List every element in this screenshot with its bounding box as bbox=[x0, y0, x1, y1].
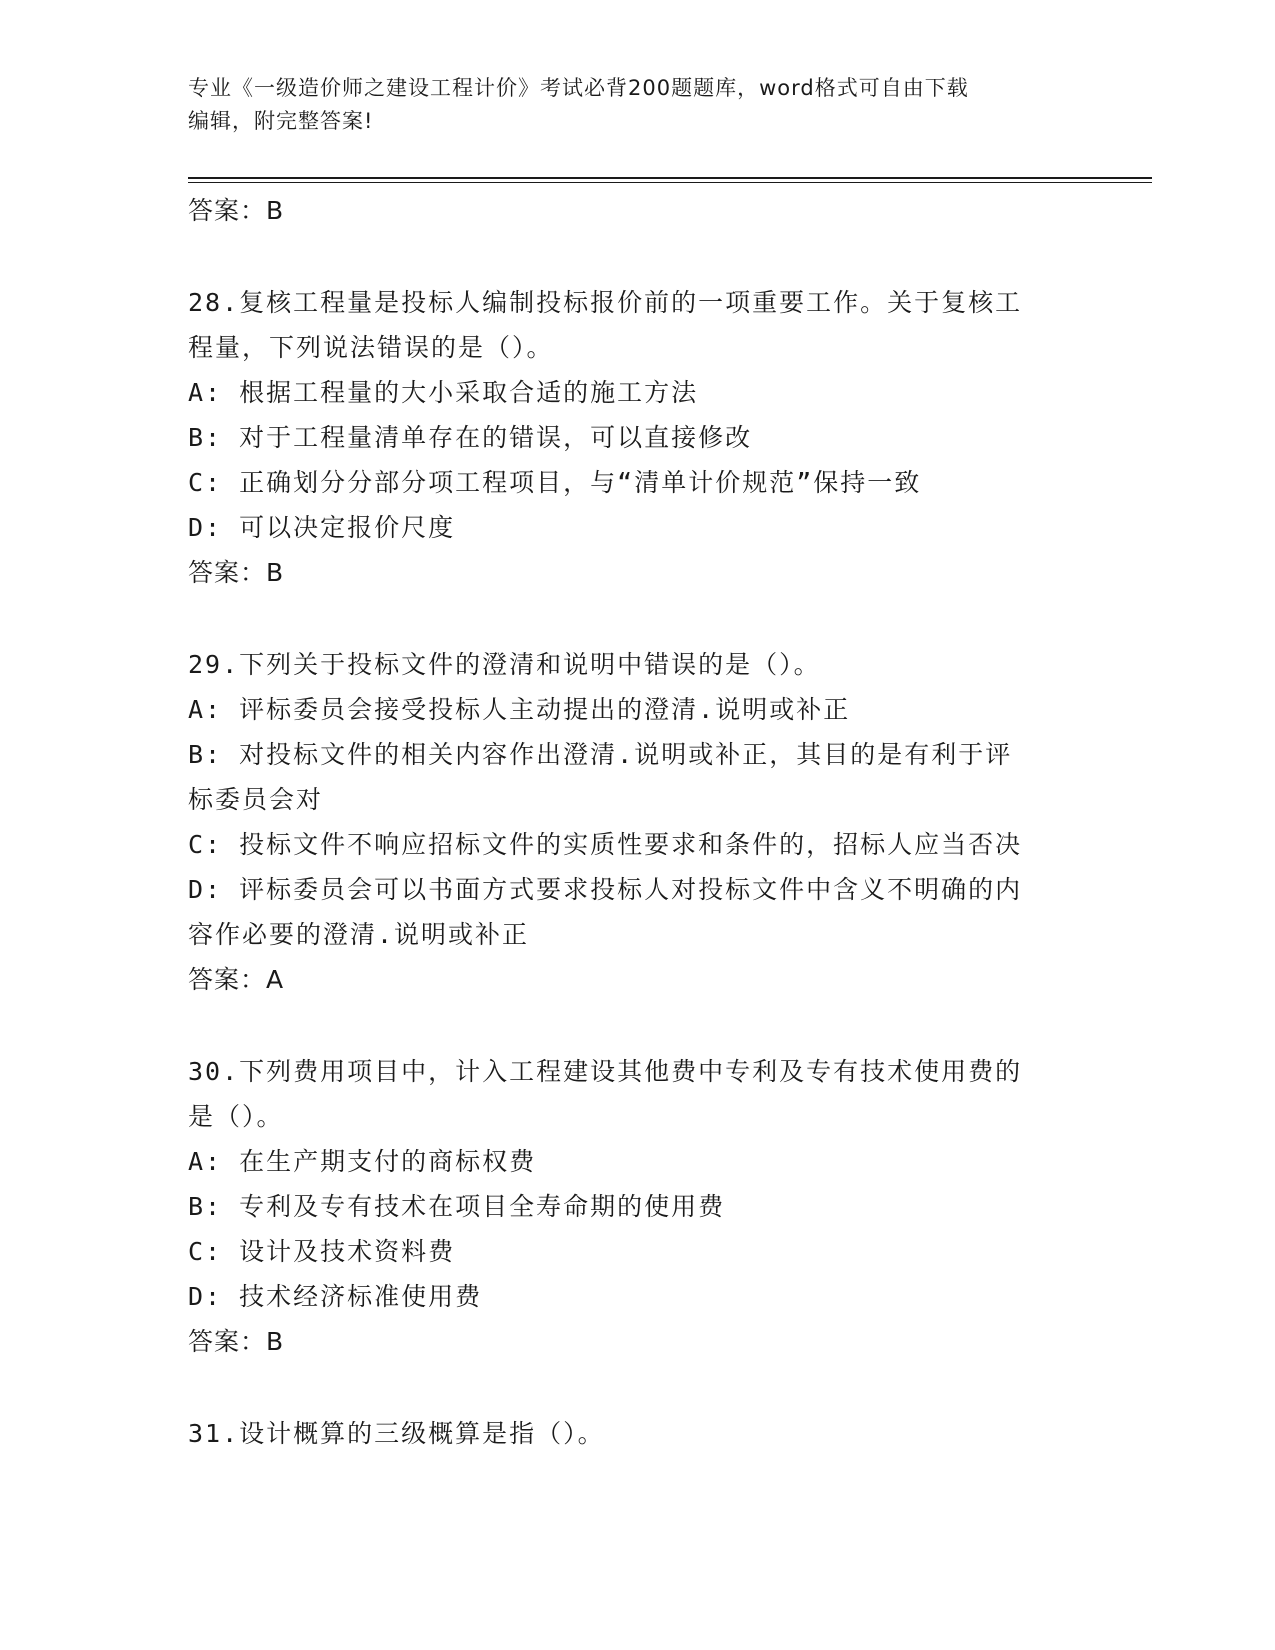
question-block bbox=[188, 280, 1088, 595]
question-text: 29.下列关于投标文件的澄清和说明中错误的是（）。 bbox=[188, 650, 821, 679]
option-c: C: 设计及技术资料费 bbox=[188, 1237, 456, 1266]
question-text: 是（）。 bbox=[188, 1102, 284, 1131]
header-divider-thin bbox=[188, 182, 1152, 183]
header-line: 专业《一级造价师之建设工程计价》考试必背200题题库，word格式可自由下载 bbox=[188, 76, 969, 100]
option-d-continued: 容作必要的澄清.说明或补正 bbox=[188, 920, 530, 949]
option-b: B: 对投标文件的相关内容作出澄清.说明或补正，其目的是有利于评 bbox=[188, 740, 1013, 769]
question-text: 程量，下列说法错误的是（）。 bbox=[188, 333, 554, 362]
header-line: 编辑，附完整答案! bbox=[188, 109, 374, 133]
question-block bbox=[188, 642, 1088, 1002]
question-text: 31.设计概算的三级概算是指（）。 bbox=[188, 1419, 605, 1448]
option-c: C: 投标文件不响应招标文件的实质性要求和条件的，招标人应当否决 bbox=[188, 830, 1023, 859]
option-a: A: 在生产期支付的商标权费 bbox=[188, 1147, 537, 1176]
answer-line: 答案：B bbox=[188, 196, 285, 225]
answer-line: 答案：B bbox=[188, 1327, 285, 1356]
option-b-continued: 标委员会对 bbox=[188, 785, 324, 814]
question-text: 28.复核工程量是投标人编制投标报价前的一项重要工作。关于复核工 bbox=[188, 288, 1023, 317]
question-block bbox=[188, 1049, 1088, 1364]
page-header bbox=[188, 72, 1088, 138]
header-divider bbox=[188, 177, 1152, 179]
option-c: C: 正确划分分部分项工程项目，与“清单计价规范”保持一致 bbox=[188, 468, 922, 497]
answer-line: 答案：A bbox=[188, 965, 285, 994]
answer-line: 答案：B bbox=[188, 558, 285, 587]
option-a: A: 根据工程量的大小采取合适的施工方法 bbox=[188, 378, 699, 407]
option-b: B: 专利及专有技术在项目全寿命期的使用费 bbox=[188, 1192, 726, 1221]
question-text: 30.下列费用项目中，计入工程建设其他费中专利及专有技术使用费的 bbox=[188, 1057, 1023, 1086]
option-b: B: 对于工程量清单存在的错误，可以直接修改 bbox=[188, 423, 753, 452]
option-a: A: 评标委员会接受投标人主动提出的澄清.说明或补正 bbox=[188, 695, 851, 724]
option-d: D: 技术经济标准使用费 bbox=[188, 1282, 483, 1311]
question-list bbox=[188, 188, 1088, 1456]
question-block bbox=[188, 1411, 1088, 1456]
option-d: D: 可以决定报价尺度 bbox=[188, 513, 456, 542]
option-d: D: 评标委员会可以书面方式要求投标人对投标文件中含义不明确的内 bbox=[188, 875, 1023, 904]
